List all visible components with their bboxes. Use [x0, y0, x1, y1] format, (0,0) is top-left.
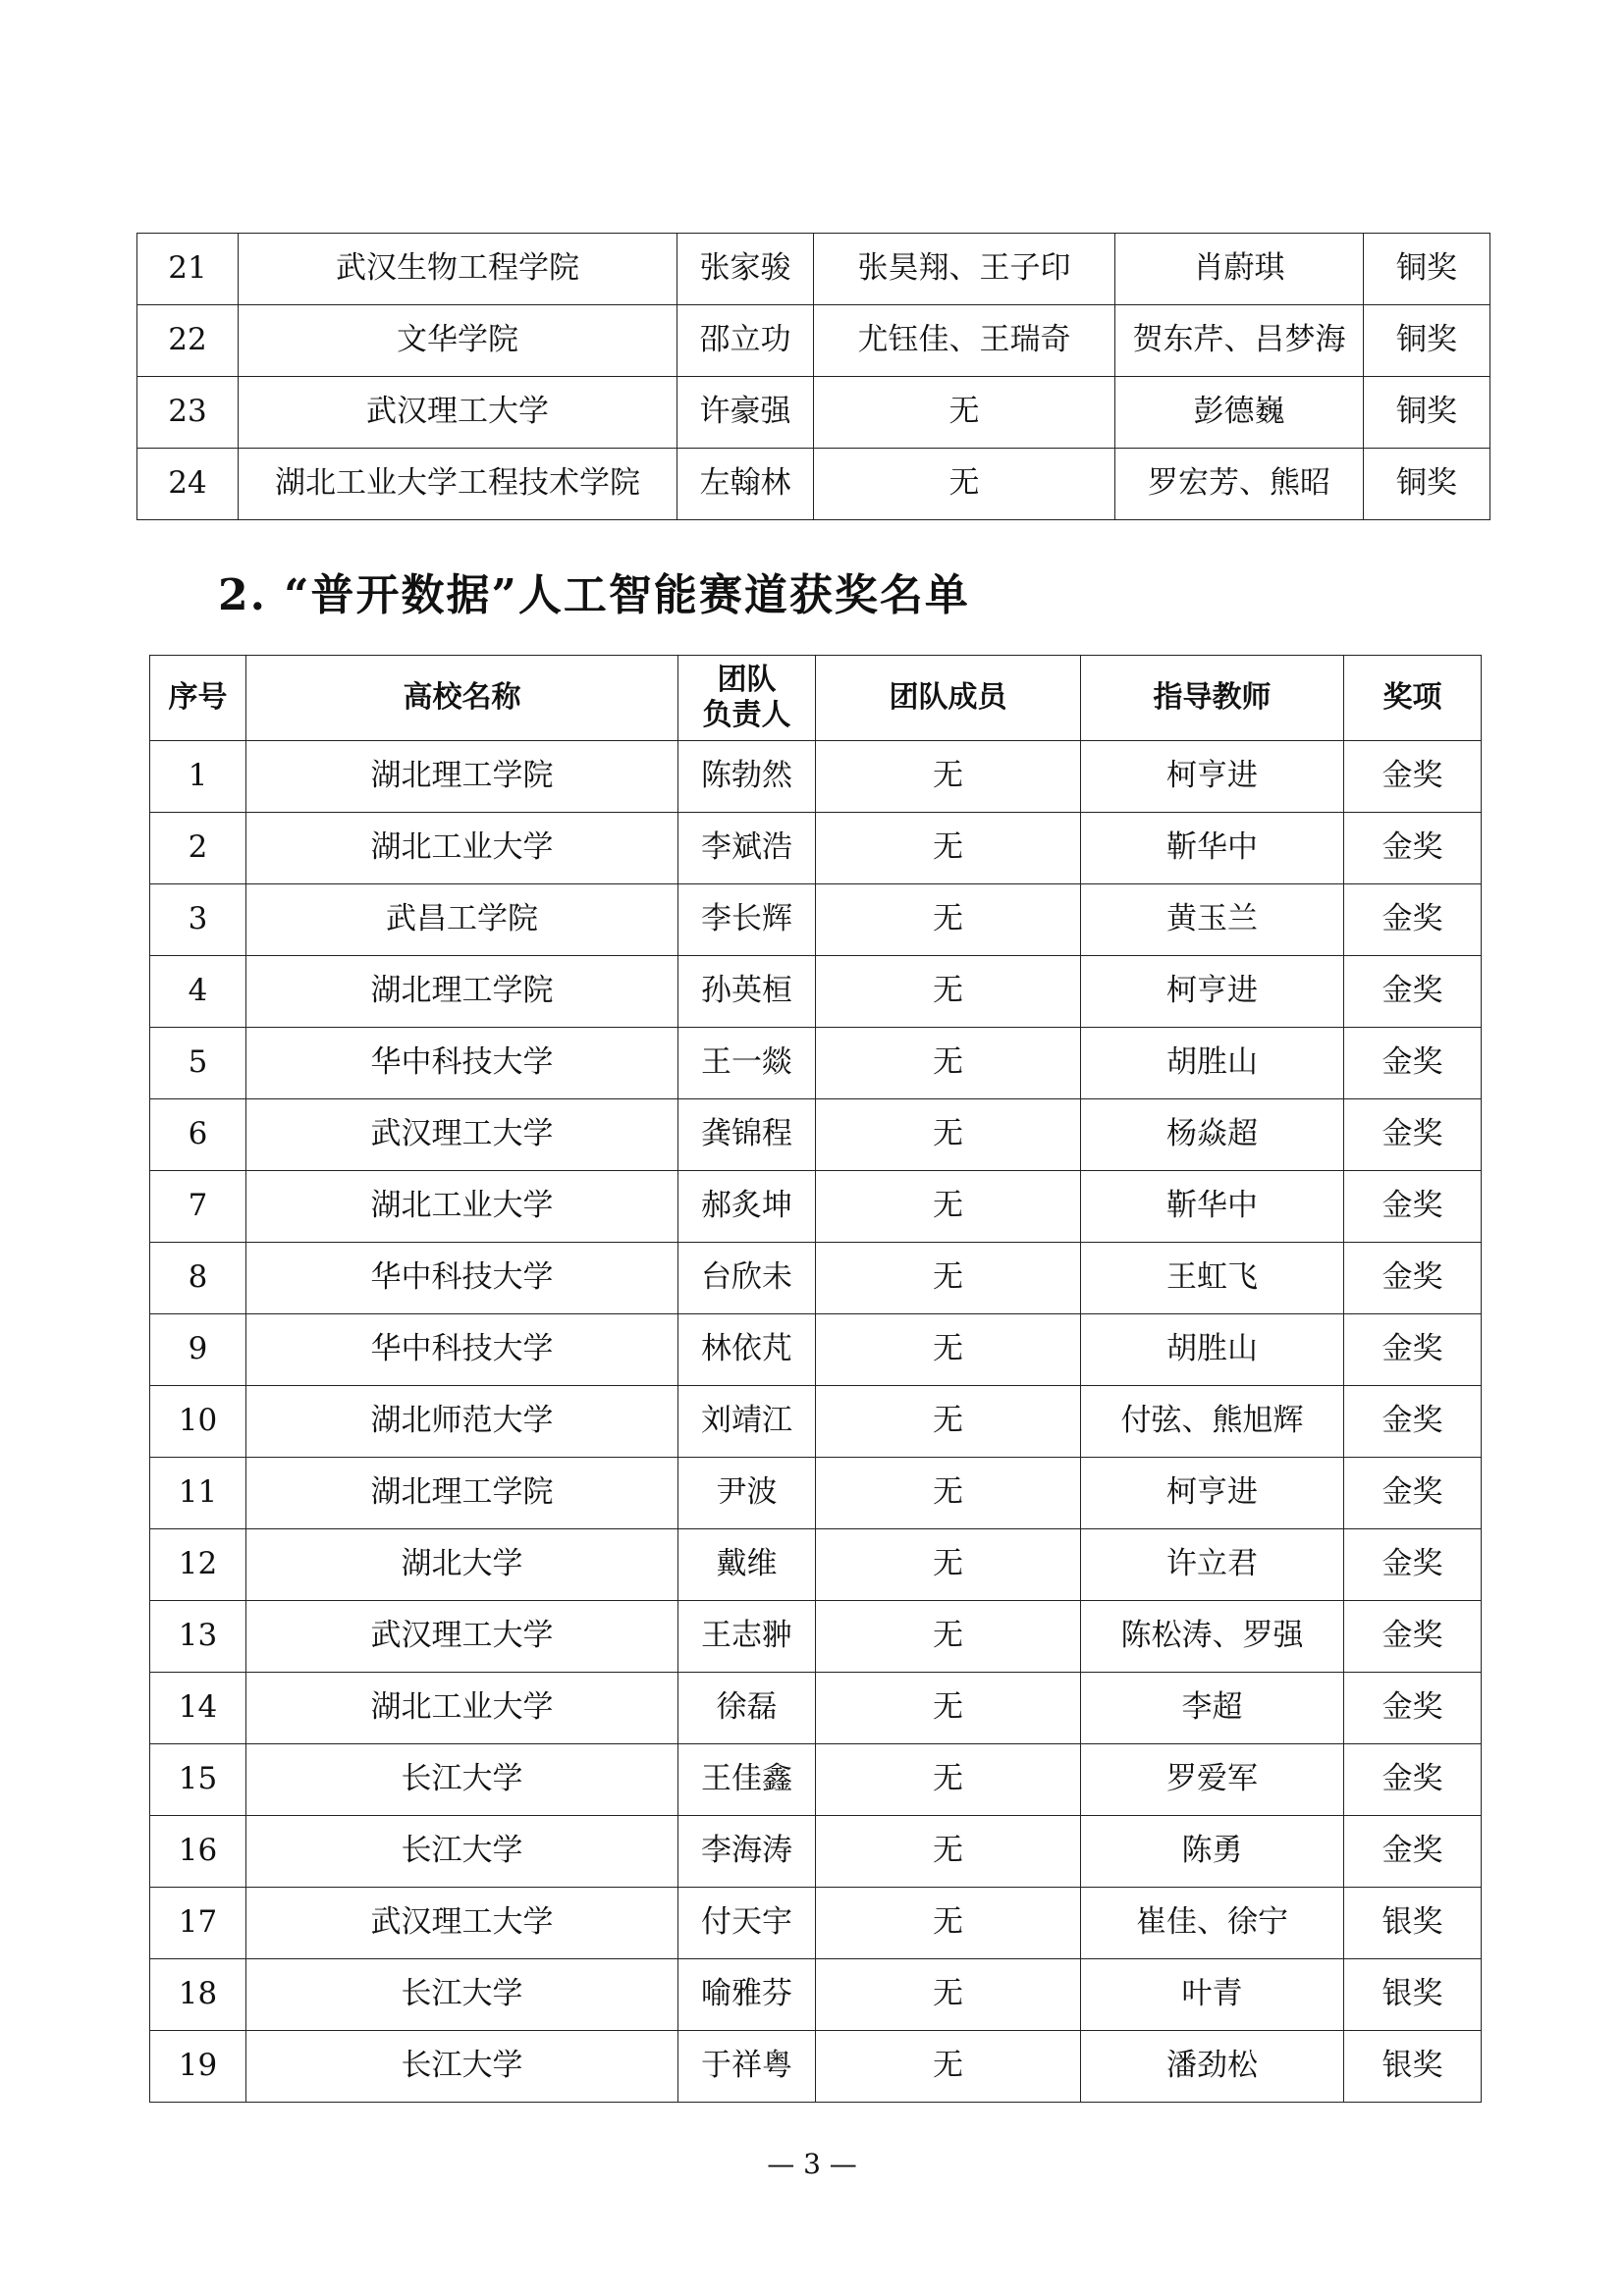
table-row: [150, 1386, 1482, 1458]
table-row: [150, 1744, 1482, 1816]
cell-award: 铜奖: [1364, 305, 1490, 377]
table-row: [150, 1888, 1482, 1959]
cell-school: 华中科技大学: [246, 1028, 678, 1099]
table-row: [150, 956, 1482, 1028]
cell-award: 金奖: [1344, 1744, 1482, 1816]
cell-school: 湖北理工学院: [246, 956, 678, 1028]
cell-members: 无: [816, 956, 1081, 1028]
cell-members: 无: [816, 1099, 1081, 1171]
cell-school: 武汉理工大学: [246, 1601, 678, 1673]
cell-leader: 付天宇: [678, 1888, 816, 1959]
cell-school: 武汉理工大学: [246, 1099, 678, 1171]
cell-leader: 龚锦程: [678, 1099, 816, 1171]
cell-members: 无: [816, 2031, 1081, 2103]
cell-advisor: 王虹飞: [1081, 1243, 1344, 1314]
cell-leader: 陈勃然: [678, 741, 816, 813]
cell-school: 长江大学: [246, 1816, 678, 1888]
cell-award: 铜奖: [1364, 377, 1490, 449]
cell-leader: 王一燚: [678, 1028, 816, 1099]
table-row: [150, 1314, 1482, 1386]
cell-members: 无: [814, 449, 1115, 520]
cell-advisor: 罗宏芳、熊昭: [1115, 449, 1364, 520]
header-index: 序号: [150, 656, 246, 741]
table-row: [150, 1816, 1482, 1888]
cell-school: 湖北工业大学工程技术学院: [239, 449, 677, 520]
cell-leader: 李长辉: [678, 884, 816, 956]
cell-school: 湖北师范大学: [246, 1386, 678, 1458]
cell-leader: 台欣未: [678, 1243, 816, 1314]
cell-index: 9: [150, 1314, 246, 1386]
cell-index: 15: [150, 1744, 246, 1816]
cell-school: 文华学院: [239, 305, 677, 377]
cell-award: 金奖: [1344, 884, 1482, 956]
cell-members: 无: [816, 813, 1081, 884]
cell-school: 长江大学: [246, 2031, 678, 2103]
table-row: [150, 2031, 1482, 2103]
cell-award: 铜奖: [1364, 234, 1490, 305]
page-number: — 3 —: [767, 2148, 857, 2180]
cell-advisor: 柯亨进: [1081, 741, 1344, 813]
cell-leader: 许豪强: [677, 377, 814, 449]
cell-index: 6: [150, 1099, 246, 1171]
cell-index: 3: [150, 884, 246, 956]
table-row: [150, 1099, 1482, 1171]
cell-school: 湖北理工学院: [246, 1458, 678, 1529]
header-members: 团队成员: [816, 656, 1081, 741]
cell-advisor: 潘劲松: [1081, 2031, 1344, 2103]
cell-school: 华中科技大学: [246, 1243, 678, 1314]
cell-index: 1: [150, 741, 246, 813]
cell-advisor: 柯亨进: [1081, 956, 1344, 1028]
cell-leader: 戴维: [678, 1529, 816, 1601]
cell-advisor: 李超: [1081, 1673, 1344, 1744]
table-row: [150, 1458, 1482, 1529]
cell-advisor: 靳华中: [1081, 1171, 1344, 1243]
cell-members: 无: [816, 1243, 1081, 1314]
cell-members: 无: [816, 1386, 1081, 1458]
cell-award: 金奖: [1344, 1243, 1482, 1314]
header-advisor: 指导教师: [1081, 656, 1344, 741]
cell-school: 湖北大学: [246, 1529, 678, 1601]
cell-award: 金奖: [1344, 1601, 1482, 1673]
cell-members: 张昊翔、王子印: [814, 234, 1115, 305]
table-row: [150, 1601, 1482, 1673]
cell-award: 银奖: [1344, 1888, 1482, 1959]
cell-advisor: 彭德巍: [1115, 377, 1364, 449]
table-row: [150, 1028, 1482, 1099]
cell-index: 21: [137, 234, 239, 305]
cell-members: 无: [816, 1529, 1081, 1601]
cell-index: 24: [137, 449, 239, 520]
cell-award: 金奖: [1344, 1458, 1482, 1529]
cell-members: 无: [816, 1314, 1081, 1386]
cell-award: 金奖: [1344, 1816, 1482, 1888]
table-row: [150, 1673, 1482, 1744]
cell-index: 22: [137, 305, 239, 377]
table-header-row: [150, 656, 1482, 741]
table-row: [150, 1529, 1482, 1601]
cell-advisor: 柯亨进: [1081, 1458, 1344, 1529]
cell-award: 金奖: [1344, 1314, 1482, 1386]
cell-school: 武汉生物工程学院: [239, 234, 677, 305]
cell-index: 5: [150, 1028, 246, 1099]
cell-advisor: 杨焱超: [1081, 1099, 1344, 1171]
cell-award: 金奖: [1344, 741, 1482, 813]
cell-index: 8: [150, 1243, 246, 1314]
cell-school: 武汉理工大学: [246, 1888, 678, 1959]
cell-index: 13: [150, 1601, 246, 1673]
cell-award: 金奖: [1344, 956, 1482, 1028]
table-row: [137, 305, 1490, 377]
cell-index: 19: [150, 2031, 246, 2103]
cell-award: 金奖: [1344, 1529, 1482, 1601]
cell-members: 无: [816, 1673, 1081, 1744]
header-leader: [678, 656, 816, 741]
cell-leader: 王志翀: [678, 1601, 816, 1673]
cell-advisor: 罗爱军: [1081, 1744, 1344, 1816]
cell-school: 长江大学: [246, 1959, 678, 2031]
cell-award: 金奖: [1344, 813, 1482, 884]
cell-advisor: 靳华中: [1081, 813, 1344, 884]
cell-index: 2: [150, 813, 246, 884]
header-school: 高校名称: [246, 656, 678, 741]
cell-advisor: 付弦、熊旭辉: [1081, 1386, 1344, 1458]
cell-members: 无: [816, 1888, 1081, 1959]
cell-index: 12: [150, 1529, 246, 1601]
cell-school: 华中科技大学: [246, 1314, 678, 1386]
table-row: [150, 1959, 1482, 2031]
table-row: [150, 741, 1482, 813]
cell-advisor: 许立君: [1081, 1529, 1344, 1601]
cell-award: 金奖: [1344, 1171, 1482, 1243]
cell-advisor: 叶青: [1081, 1959, 1344, 2031]
cell-members: 无: [816, 1458, 1081, 1529]
cell-leader: 尹波: [678, 1458, 816, 1529]
cell-members: 无: [816, 1959, 1081, 2031]
header-award: 奖项: [1344, 656, 1482, 741]
cell-school: 长江大学: [246, 1744, 678, 1816]
cell-leader: 于祥粤: [678, 2031, 816, 2103]
cell-members: 无: [816, 1601, 1081, 1673]
award-table-continued: [136, 233, 1490, 520]
cell-advisor: 贺东芹、吕梦海: [1115, 305, 1364, 377]
cell-leader: 邵立功: [677, 305, 814, 377]
cell-members: 无: [816, 1028, 1081, 1099]
cell-index: 7: [150, 1171, 246, 1243]
cell-advisor: 胡胜山: [1081, 1028, 1344, 1099]
cell-advisor: 肖蔚琪: [1115, 234, 1364, 305]
cell-index: 11: [150, 1458, 246, 1529]
cell-index: 10: [150, 1386, 246, 1458]
cell-leader: 刘靖江: [678, 1386, 816, 1458]
cell-leader: 张家骏: [677, 234, 814, 305]
cell-leader: 王佳鑫: [678, 1744, 816, 1816]
ai-track-award-table: [149, 655, 1482, 2103]
table-row: [150, 884, 1482, 956]
cell-index: 17: [150, 1888, 246, 1959]
table-row: [150, 813, 1482, 884]
cell-school: 湖北工业大学: [246, 1171, 678, 1243]
cell-leader: 郝炙坤: [678, 1171, 816, 1243]
cell-advisor: 胡胜山: [1081, 1314, 1344, 1386]
table-row: [137, 377, 1490, 449]
header-leader-line2: 负责人: [702, 698, 791, 732]
cell-leader: 李斌浩: [678, 813, 816, 884]
cell-award: 银奖: [1344, 2031, 1482, 2103]
header-leader-line1: 团队: [717, 663, 777, 697]
cell-leader: 林依芃: [678, 1314, 816, 1386]
cell-index: 16: [150, 1816, 246, 1888]
cell-award: 金奖: [1344, 1028, 1482, 1099]
cell-leader: 喻雅芬: [678, 1959, 816, 2031]
cell-leader: 左翰林: [677, 449, 814, 520]
cell-leader: 徐磊: [678, 1673, 816, 1744]
cell-leader: 孙英桓: [678, 956, 816, 1028]
cell-index: 23: [137, 377, 239, 449]
cell-advisor: 陈勇: [1081, 1816, 1344, 1888]
cell-members: 无: [816, 1816, 1081, 1888]
cell-award: 金奖: [1344, 1386, 1482, 1458]
cell-award: 银奖: [1344, 1959, 1482, 2031]
cell-school: 武昌工学院: [246, 884, 678, 956]
cell-advisor: 黄玉兰: [1081, 884, 1344, 956]
cell-index: 4: [150, 956, 246, 1028]
cell-award: 金奖: [1344, 1673, 1482, 1744]
table-row: [137, 449, 1490, 520]
cell-members: 无: [816, 1744, 1081, 1816]
table-row: [137, 234, 1490, 305]
cell-members: 无: [816, 741, 1081, 813]
cell-members: 无: [816, 884, 1081, 956]
cell-award: 金奖: [1344, 1099, 1482, 1171]
cell-school: 湖北工业大学: [246, 813, 678, 884]
table-row: [150, 1243, 1482, 1314]
cell-index: 14: [150, 1673, 246, 1744]
cell-advisor: 崔佳、徐宁: [1081, 1888, 1344, 1959]
cell-members: 无: [816, 1171, 1081, 1243]
cell-advisor: 陈松涛、罗强: [1081, 1601, 1344, 1673]
cell-members: 尤钰佳、王瑞奇: [814, 305, 1115, 377]
cell-leader: 李海涛: [678, 1816, 816, 1888]
cell-school: 湖北工业大学: [246, 1673, 678, 1744]
cell-index: 18: [150, 1959, 246, 2031]
cell-members: 无: [814, 377, 1115, 449]
table-row: [150, 1171, 1482, 1243]
section-title: 2. “普开数据”人工智能赛道获奖名单: [218, 570, 970, 620]
cell-school: 武汉理工大学: [239, 377, 677, 449]
cell-school: 湖北理工学院: [246, 741, 678, 813]
cell-award: 铜奖: [1364, 449, 1490, 520]
